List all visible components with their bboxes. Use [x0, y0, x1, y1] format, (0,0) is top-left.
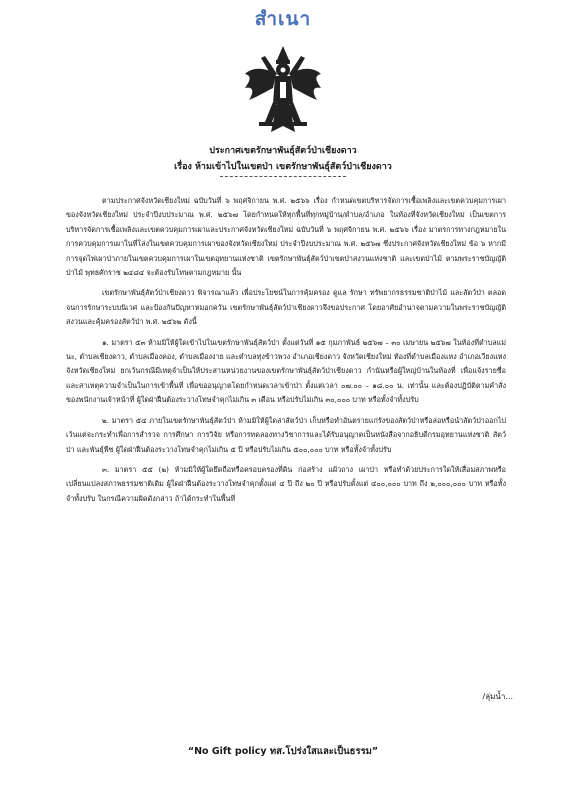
continued-marker: /ลุ่มน้ำ... [482, 692, 513, 701]
footer-slogan: “No Gift policy ทส.โปร่งใสและเป็นธรรม” [187, 746, 379, 757]
announcement-body [66, 194, 506, 512]
paragraph-article-53: ๑. มาตรา ๕๓ ห้ามมิให้ผู้ใดเข้าไปในเขตรักษาพันธุ์สัตว์ป่า ตั้งแต่วันที่ ๑๕ กุมภาพันธ์ ๒๕๖๗ – ๓๐ เมษายน ๒๕๖๗ ในท้องที่ตำบลแม่นะ, ตำบลเชียงดาว, ตำบลเมืองคอง, ตำบลเมืองงาย และตำบลทุ่งข้าวพวง อำเภอเชียงดาว จังหวัดเชียงใหม่ ท้องที่ตำบลเมืองแหง อำเภอเวียงแหง จังหวัดเชียงใหม่ ยกเว้นกรณีมีเหตุจำเป็นให้ประสานหน่วยงานของเขตรักษาพันธุ์สัตว์ป่าเชียงดาว กำนันหรือผู้ใหญ่บ้านในท้องที่ เพื่อแจ้งรายชื่อและสาเหตุความจำเป็นในการเข้าพื้นที่ เพื่อขออนุญาตโดยกำหนดเวลาเข้าป่า ตั้งแต่เวลา ๐๗.๐๐ – ๑๘.๐๐ น. เท่านั้น และต้องปฏิบัติตามคำสั่งของพนักงานเจ้าหน้าที่ ผู้ใดฝ่าฝืนต้องระวางโทษจำคุกไม่เกิน ๓ เดือน หรือปรับไม่เกิน ๓๐,๐๐๐ บาท หรือทั้งจำทั้งปรับ [66, 337, 506, 405]
copy-stamp: สำเนา [254, 8, 312, 30]
announcement-subject: เรื่อง ห้ามเข้าไปในเขตป่า เขตรักษาพันธุ์สัตว์ป่าเชียงดาว [174, 162, 392, 172]
announcement-title: ประกาศเขตรักษาพันธุ์สัตว์ป่าเชียงดาว [209, 146, 357, 156]
garuda-emblem-icon [243, 44, 323, 136]
divider [220, 176, 346, 177]
paragraph-article-55: ๓. มาตรา ๕๕ (๒) ห้ามมิให้ผู้ใดยึดถือหรือครอบครองที่ดิน ก่อสร้าง แผ้วถาง เผาป่า หรือทำด้วยประการใดให้เสื่อมสภาพหรือเปลี่ยนแปลงสภาพธรรมชาติเดิม ผู้ใดฝ่าฝืนต้องระวางโทษจำคุกตั้งแต่ ๔ ปี ถึง ๒๐ ปี หรือปรับตั้งแต่ ๔๐๐,๐๐๐ บาท ถึง ๒,๐๐๐,๐๐๐ บาท หรือทั้งจำทั้งปรับ ในกรณีความผิดดังกล่าว ถ้าได้กระทำในพื้นที่ [66, 464, 506, 503]
paragraph-preamble: ตามประกาศจังหวัดเชียงใหม่ ฉบับวันที่ ๖ พฤศจิกายน พ.ศ. ๒๕๖๖ เรื่อง กำหนดเขตบริหารจัดการเชื้อเพลิงและเขตควบคุมการเผาของจังหวัดเชียงใหม่ ประจำปีงบประมาณ พ.ศ. ๒๕๖๗ โดยกำหนดให้ทุกพื้นที่ทุกหมู่บ้าน/ตำบล/อำเภอ ในท้องที่จังหวัดเชียงใหม่ เป็นเขตการบริหารจัดการเชื้อเพลิงและเขตควบคุมการเผาและประกาศจังหวัดเชียงใหม่ ฉบับวันที่ ๖ พฤศจิกายน พ.ศ. ๒๕๖๖ เรื่อง มาตรการทางกฎหมายในการควบคุมการเผาในที่โล่งในเขตควบคุมการเผาของจังหวัดเชียงใหม่ ประจำปีงบประมาณ พ.ศ. ๒๕๖๗ ซึ่งประกาศจังหวัดเชียงใหม่ ข้อ ๖ หากมีการจุดไฟเผาป่าภายในเขตควบคุมการเผาในเขตอุทยานแห่งชาติ เขตรักษาพันธุ์สัตว์ป่าเขตป่าสงวนแห่งชาติ และเขตป่าไม้ ตามพระราชบัญญัติป่าไม้ พุทธศักราช ๒๔๘๔ จะต้องรับโทษตามกฎหมาย นั้น [66, 196, 506, 278]
paragraph-declaration: เขตรักษาพันธุ์สัตว์ป่าเชียงดาว พิจารณาแล้ว เพื่อประโยชน์ในการคุ้มครอง ดูแล รักษา ทรัพยากรธรรมชาติป่าไม้ และสัตว์ป่า ตลอดจนการรักษาระบบนิเวศ และป้องกันปัญหาหมอกควัน เขตรักษาพันธุ์สัตว์ป่าเชียงดาวจึงขอประกาศ โดยอาศัยอำนาจตามความในพระราชบัญญัติสงวนและคุ้มครองสัตว์ป่า พ.ศ. ๒๕๖๒ ดังนี้ [66, 288, 506, 327]
paragraph-article-54: ๒. มาตรา ๕๔ ภายในเขตรักษาพันธุ์สัตว์ป่า ห้ามมิให้ผู้ใดล่าสัตว์ป่า เก็บหรือทำอันตรายแก่รังของสัตว์ป่าหรือล่อหรือนำสัตว์ป่าออกไป เว้นแต่จะกระทำเพื่อการสำรวจ การศึกษา การวิจัย หรือการทดลองทางวิชาการและได้รับอนุญาตเป็นหนังสือจากอธิบดีกรมอุทยานแห่งชาติ สัตว์ป่า และพันธุ์พืช ผู้ใดฝ่าฝืนต้องระวางโทษจำคุกไม่เกิน ๕ ปี หรือปรับไม่เกิน ๕๐๐,๐๐๐ บาท หรือทั้งจำทั้งปรับ [66, 415, 506, 454]
